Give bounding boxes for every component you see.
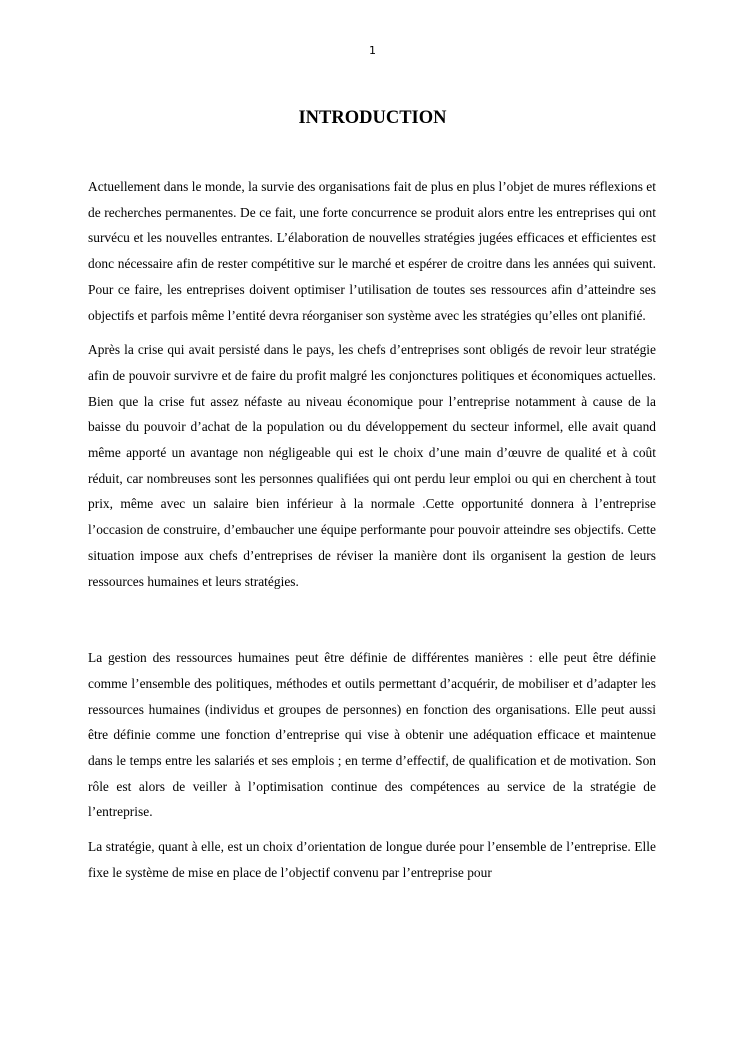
paragraph-2: Après la crise qui avait persisté dans le pays, les chefs d’entreprises sont obligés de revoir leur stratégie afin de pouvoir survivre et de faire du profit malgré les conjonctures politiques et économiques actuelles. Bien que la crise fut assez néfaste au niveau économique pour l’entreprise notamment à cause de la baisse du pouvoir d’achat de la population ou du développement du secteur informel, elle avait quand même apporté un avantage non négligeable qui est le choix d’une main d’œuvre de qualité et à coût réduit, car nombreuses sont les personnes qualifiées qui ont perdu leur emploi ou qui en cherchent à tout prix, même avec un salaire bien inférieur à la normale .Cette opportunité donnera à l’entreprise l’occasion de construire, d’embaucher une équipe performante pour pouvoir atteindre ses objectifs. Cette situation impose aux chefs d’entreprises de réviser la manière dont ils organisent la gestion de leurs ressources humaines et leurs stratégies. (88, 342, 656, 589)
document-body (88, 174, 656, 886)
section-spacer (88, 594, 656, 645)
paragraph-spacer (88, 328, 656, 337)
page-title: INTRODUCTION (298, 108, 447, 128)
paragraph-spacer (88, 825, 656, 834)
page-number: 1 (369, 44, 376, 57)
paragraph-3: La gestion des ressources humaines peut être définie de différentes manières : elle peut être définie comme l’ensemble des politiques, méthodes et outils permettant d’acquérir, de mobiliser et d’adapter les ressources humaines (individus et groupes de personnes) en fonction des organisations. Elle peut aussi être définie comme une fonction d’entreprise qui vise à obtenir une adéquation efficace et maintenue dans le temps entre les salariés et ses emplois ; en terme d’effectif, de qualification et de motivation. Son rôle est alors de veiller à l’optimisation continue des compétences au service de la stratégie de l’entreprise. (88, 650, 656, 820)
paragraph-1: Actuellement dans le monde, la survie des organisations fait de plus en plus l’objet de mures réflexions et de recherches permanentes. De ce fait, une forte concurrence se produit alors entre les entreprises qui ont survécu et les nouvelles entrantes. L’élaboration de nouvelles stratégies jugées efficaces et efficientes est donc nécessaire afin de rester compétitive sur le marché et espérer de croitre dans les années qui suivent. Pour ce faire, les entreprises doivent optimiser l’utilisation de toutes ses ressources afin d’atteindre ses objectifs et parfois même l’entité devra réorganiser son système avec les stratégies qu’elles ont planifié. (88, 179, 656, 323)
paragraph-4: La stratégie, quant à elle, est un choix d’orientation de longue durée pour l’ensemble de l’entreprise. Elle fixe le système de mise en place de l’objectif convenu par l’entreprise pour (88, 839, 656, 880)
